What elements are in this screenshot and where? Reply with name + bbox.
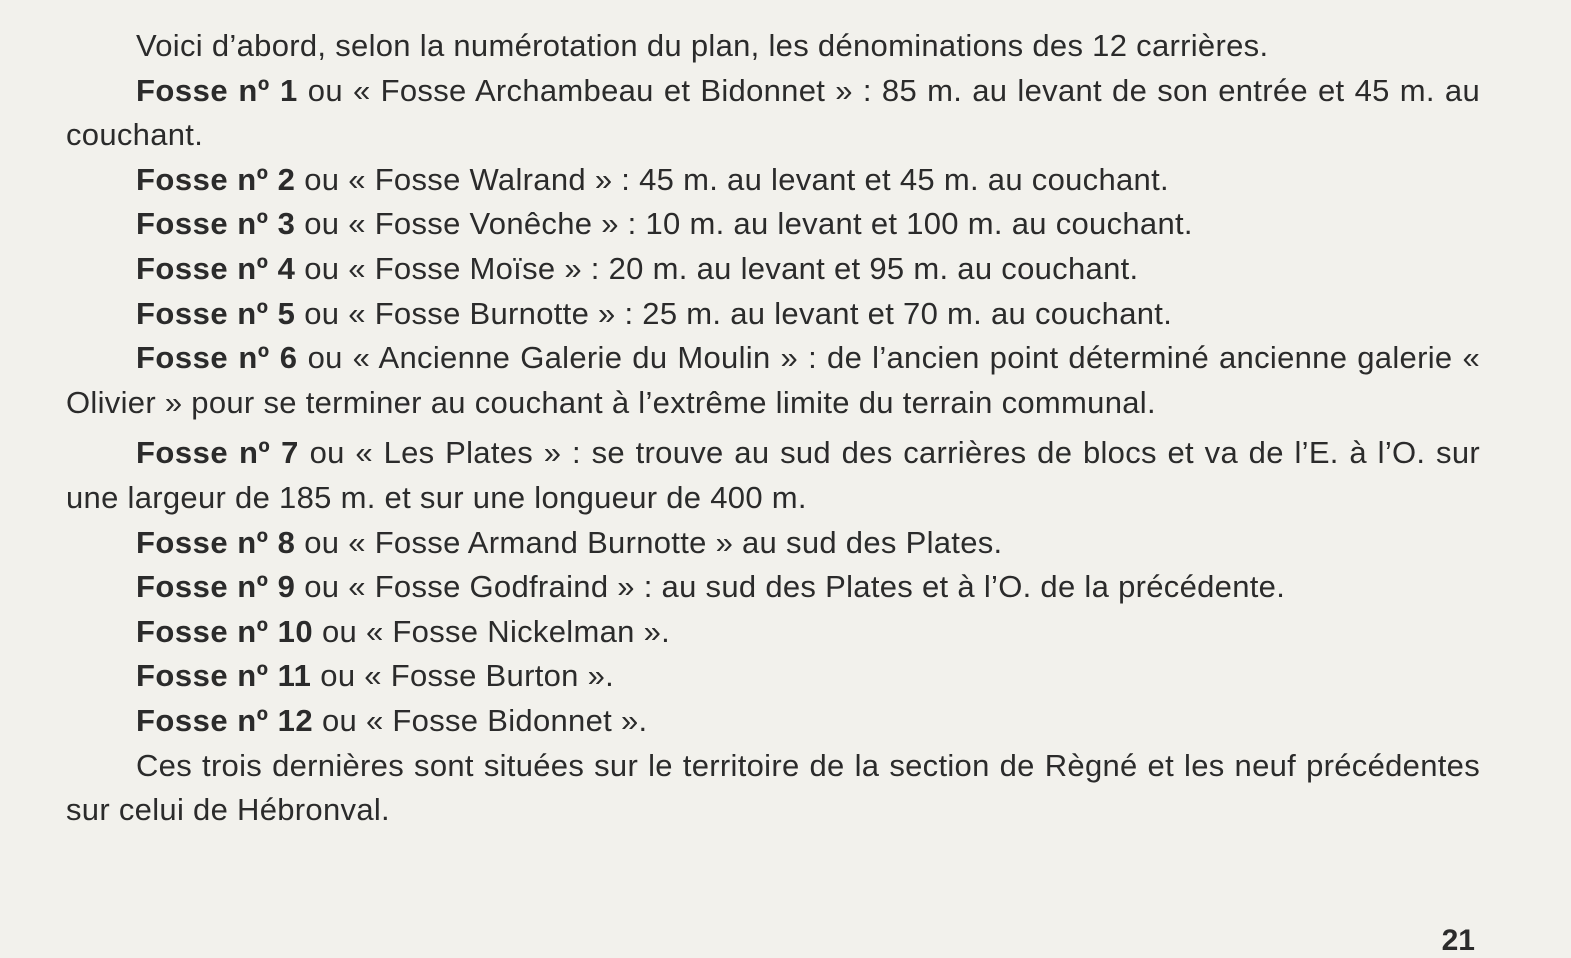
entry-label: Fosse nº 6 [136, 340, 298, 376]
entry-text: ou « Ancienne Galerie du Moulin » : de l’ancien point déterminé ancienne galerie « Olivier » pour se terminer au couchant à l’extrême limite du terrain communal. [66, 340, 1480, 420]
entry-text: ou « Les Plates » : se trouve au sud des carrières de blocs et va de l’E. à l’O. sur une largeur de 185 m. et sur une longueur de 400 m. [66, 435, 1480, 515]
entry-fosse-8 [66, 521, 1480, 566]
closing-paragraph: Ces trois dernières sont situées sur le territoire de la section de Règné et les neuf précédentes sur celui de Hébronval. [66, 747, 1480, 828]
entry-label: Fosse nº 12 [136, 702, 314, 738]
entry-label: Fosse nº 3 [136, 206, 296, 242]
entry-text: ou « Fosse Archambeau et Bidonnet » : 85 m. au levant de son entrée et 45 m. au couchant. [66, 72, 1480, 153]
entry-fosse-1 [66, 69, 1480, 158]
entry-label: Fosse nº 2 [136, 161, 296, 197]
entry-text: ou « Fosse Godfraind » : au sud des Plates et à l’O. de la précédente. [295, 569, 1286, 605]
entry-text: ou « Fosse Walrand » : 45 m. au levant et 45 m. au couchant. [295, 161, 1169, 197]
entry-fosse-10 [66, 610, 1480, 655]
entry-fosse-2 [66, 158, 1480, 203]
entry-text: ou « Fosse Bidonnet ». [313, 702, 648, 738]
entry-fosse-12 [66, 699, 1480, 744]
entry-label: Fosse nº 4 [136, 250, 296, 286]
page-number: 21 [1441, 924, 1475, 957]
entry-text: ou « Fosse Armand Burnotte » au sud des Plates. [295, 524, 1003, 560]
entry-text: ou « Fosse Moïse » : 20 m. au levant et 95 m. au couchant. [295, 250, 1139, 286]
entry-text: ou « Fosse Nickelman ». [313, 613, 671, 649]
body-text [66, 24, 1480, 833]
entry-text: ou « Fosse Burton ». [311, 658, 615, 694]
entry-label: Fosse nº 1 [136, 72, 298, 108]
entry-label: Fosse nº 11 [136, 658, 312, 694]
entry-fosse-4 [66, 247, 1480, 292]
entry-text: ou « Fosse Burnotte » : 25 m. au levant et 70 m. au couchant. [295, 295, 1173, 331]
intro-paragraph: Voici d’abord, selon la numérotation du plan, les dénominations des 12 carrières. [136, 28, 1269, 63]
entry-fosse-5 [66, 292, 1480, 337]
entry-label: Fosse nº 7 [136, 435, 299, 471]
entry-text: ou « Fosse Vonêche » : 10 m. au levant et 100 m. au couchant. [295, 206, 1193, 242]
entry-fosse-11 [66, 654, 1480, 699]
entry-label: Fosse nº 9 [136, 569, 296, 605]
entry-fosse-7 [66, 431, 1480, 520]
entry-label: Fosse nº 5 [136, 295, 296, 331]
entry-label: Fosse nº 10 [136, 613, 314, 649]
entry-fosse-3 [66, 202, 1480, 247]
entry-fosse-9 [66, 565, 1480, 610]
entry-label: Fosse nº 8 [136, 524, 296, 560]
entry-fosse-6 [66, 336, 1480, 425]
